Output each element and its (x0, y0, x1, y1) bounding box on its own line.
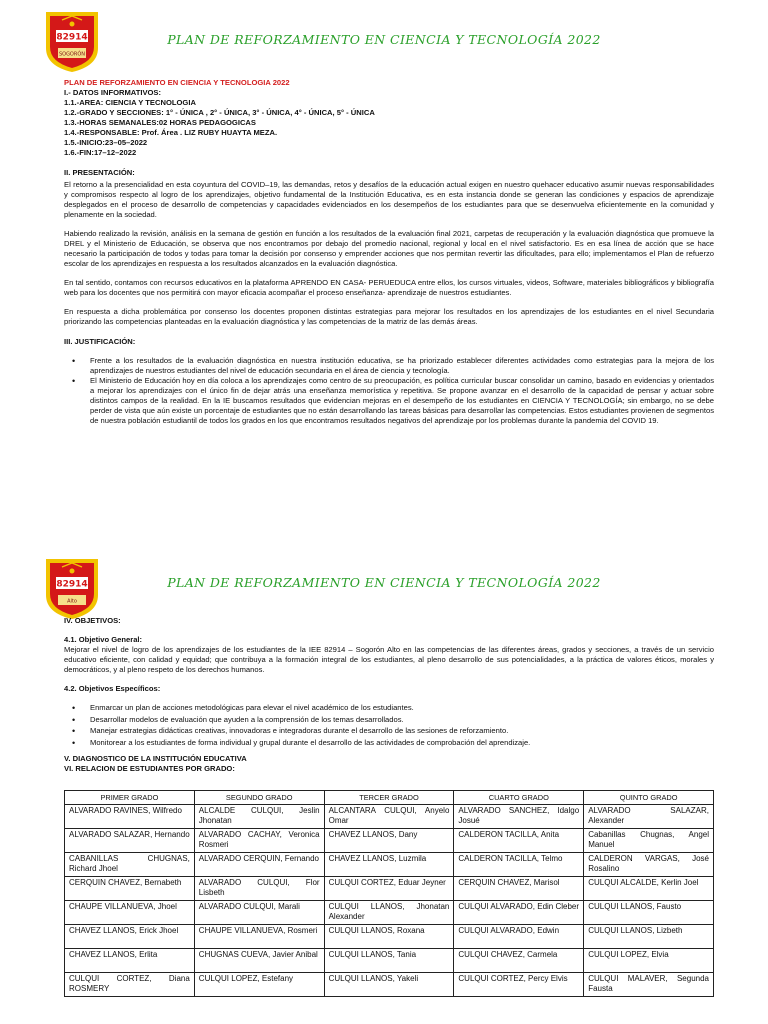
presentacion-paragraph: En respuesta a dicha problemática por consenso los docentes proponen distintas estrategias para mejorar los resultados en los aprendizajes de los estudiantes en el nivel Secundaria priorizando las competencias planteadas en la evaluación diagnóstica y las competencias de la matriz de las demás áreas. (64, 307, 714, 327)
table-cell: CHUGNAS CUEVA, Javier Anibal (194, 949, 324, 973)
objetivos-especificos-list (64, 703, 714, 748)
presentacion-title: II. PRESENTACIÓN: (64, 168, 135, 178)
table-cell: CHAUPE VILLANUEVA, Rosmeri (194, 925, 324, 949)
table-cell: CERQUIN CHAVEZ, Bernabeth (65, 877, 195, 901)
table-row (65, 973, 714, 997)
datos-item: 1.6.-FIN:17–12–2022 (64, 148, 137, 158)
presentacion-paragraph: Habiendo realizado la revisión, análisis en la semana de gestión en función a los resultados de la evaluación final 2021, carpetas de recuperación y la evaluación diagnóstica que promueve la DREL y el Ministerio de Educación, se observa que nos encontramos por debajo del promedio nacional, regional y local en el nivel satisfactorio. Es en esa línea de acción que se hace necesario la participación de todos y todas para tomar la decisión por consenso y emprender acciones que nos permitan revertir las dificultades, para ello; implementamos el Plan de refuerzo escolar de los aprendizajes en respuesta a los resultados alcanzados en la evaluación diagnóstica. (64, 229, 714, 269)
table-cell: ALCANTARA CULQUI, Anyelo Omar (324, 805, 454, 829)
table-cell: CALDERON TACILLA, Telmo (454, 853, 584, 877)
page-2-content (64, 616, 714, 997)
table-cell: CULQUI ALCALDE, Kerlin Joel (584, 877, 714, 901)
objetivos-title: IV. OBJETIVOS: (64, 616, 121, 625)
page-1-content (64, 78, 714, 426)
table-cell: ALVARADO SANCHEZ, Idalgo Josué (454, 805, 584, 829)
table-cell: Cabanillas Chugnas, Angel Manuel (584, 829, 714, 853)
table-cell: ALCALDE CULQUI, Jeslin Jhonatan (194, 805, 324, 829)
relacion-estudiantes-title: VI. RELACION DE ESTUDIANTES POR GRADO: (64, 763, 235, 773)
svg-text:Alto: Alto (67, 598, 77, 605)
table-cell: ALVARADO RAVINES, Wilfredo (65, 805, 195, 829)
table-cell: CULQUI CORTEZ, Diana ROSMERY (65, 973, 195, 997)
objetivo-especifico-item: • Monitorear a los estudiantes de forma individual y grupal durante el desarrollo de las actividades de comprobación del aprendizaje. (64, 738, 714, 748)
table-cell: CULQUI CORTEZ, Percy Elvis (454, 973, 584, 997)
objetivo-especifico-item: • Manejar estrategias didácticas creativas, innovadoras e integradoras durante el desarrollo de las sesiones de reforzamiento. (64, 726, 714, 736)
column-header: SEGUNDO GRADO (194, 790, 324, 805)
table-cell: CULQUI MALAVER, Segunda Fausta (584, 973, 714, 997)
table-cell: ALVARADO CULQUI, Marali (194, 901, 324, 925)
column-header: PRIMER GRADO (65, 790, 195, 805)
table-cell: CHAVEZ LLANOS, Dany (324, 829, 454, 853)
table-cell: CULQUI CORTEZ, Eduar Jeyner (324, 877, 454, 901)
datos-item: 1.5.-INICIO:23–05–2022 (64, 138, 148, 148)
document-header-title: PLAN DE REFORZAMIENTO EN CIENCIA Y TECNOLOGÍA 2022 (167, 575, 601, 590)
presentacion-paragraph: El retorno a la presencialidad en esta coyuntura del COVID–19, las demandas, retos y desafíos de la educación actual exigen en nuestro quehacer educativo asumir nuevas responsabilidades y compromisos respecto al logro de los aprendizajes, objetivo fundamental de la Institución Educativa, es en esta instancia donde se generan las condiciones y espacios de aprendizaje desplegados en el proceso de desarrollo de competencias y capacidades evidenciados en los desempeños de los estudiantes para que se desenvuelva eficientemente en la comunidad y plenamente en la sociedad. (64, 180, 714, 220)
table-row (65, 925, 714, 949)
table-cell: CULQUI LLANOS, Tania (324, 949, 454, 973)
table-row (65, 901, 714, 925)
table-cell: CULQUI LLANOS, Jhonatan Alexander (324, 901, 454, 925)
justificacion-item: • El Ministerio de Educación hoy en día coloca a los aprendizajes como centro de su preocupación, es política curricular buscar consolidar un camino, basado en evidencias y orientados a mejorar los aprendizajes con el único fin de dejar atrás una enseñanza memorística y repetitiva. Se propone avanzar en el desarrollo de la capacidad de pensar y actuar sobre distintos campos de la realidad. En la IE buscamos resultados que evidencian mejoras en el desempeño de los estudiantes en CIENCIA Y TECNOLOGÍA; sin embargo, no se debe perder de vista que aún existe un porcentaje de estudiantes que no están desarrollando las tareas básicas para desarrollar las competencias. Estos estudiantes provienen de segmentos de nuestra población estudiantil de todos los grados en los que encontramos resultados negativos del aprendizaje por los problemas durante la pandemia del COVID 19. (64, 376, 714, 426)
table-cell: CHAVEZ LLANOS, Erlita (65, 949, 195, 973)
justificacion-item: • Frente a los resultados de la evaluación diagnóstica en nuestra institución educativa, se ha priorizado establecer diferentes actividades como estrategias para la mejora de los aprendizajes de nuestros estudiantes del nivel de educación secundaria en el área de ciencia y tecnología. (64, 356, 714, 376)
column-header: CUARTO GRADO (454, 790, 584, 805)
table-cell: CHAVEZ LLANOS, Luzmila (324, 853, 454, 877)
justificacion-list (64, 356, 714, 426)
datos-item: 1.2.-GRADO Y SECCIONES: 1° - ÚNICA , 2° - ÚNICA, 3° - ÚNICA, 4° - ÚNICA, 5° - ÚNICA (64, 108, 375, 118)
table-header-row (65, 790, 714, 805)
table-cell: CALDERON TACILLA, Anita (454, 829, 584, 853)
datos-item: 1.4.-RESPONSABLE: Prof. Área . LIZ RUBY HUAYTA MEZA. (64, 128, 278, 138)
table-cell: ALVARADO CULQUI, Flor Lisbeth (194, 877, 324, 901)
objetivos-especificos-title: 4.2. Objetivos Específicos: (64, 684, 161, 694)
table-cell: CULQUI LOPEZ, Elvia (584, 949, 714, 973)
table-cell: CALDERON VARGAS, José Rosalino (584, 853, 714, 877)
presentacion-paragraph: En tal sentido, contamos con recursos educativos en la plataforma APRENDO EN CASA- PERUEDUCA entre ellos, los cursos virtuales, videos, Software, materiales bibliográficos y bibliografía web para los docentes que nos permitirá con mayor eficacia acompañar el proceso enseñanza- aprendizaje de nuestros estudiantes. (64, 278, 714, 298)
objetivo-general-text: Mejorar el nivel de logro de los aprendizajes de los estudiantes de la IEE 82914 – Sogorón Alto en las competencias de las diferentes áreas, grados y secciones, a través de un servicio educativo eficiente, con calidad y equidad; que contribuya a la formación integral de los estudiantes, al pleno desarrollo de sus potencialidades, a la práctica de valores éticos, morales y democráticos, y al pleno respeto de los derechos humanos. (64, 645, 714, 675)
table-row (65, 805, 714, 829)
table-cell: CULQUI LLANOS, Lizbeth (584, 925, 714, 949)
objetivo-especifico-item: • Desarrollar modelos de evaluación que ayuden a la comprensión de los temas desarrollados. (64, 715, 714, 725)
document-page-2 (0, 543, 768, 1024)
column-header: QUINTO GRADO (584, 790, 714, 805)
table-cell: CABANILLAS CHUGNAS, Richard Jhoel (65, 853, 195, 877)
table-cell: CHAVEZ LLANOS, Erick Jhoel (65, 925, 195, 949)
plan-title: PLAN DE REFORZAMIENTO EN CIENCIA Y TECNOLOGIA 2022 (64, 78, 290, 87)
objetivo-especifico-item: • Enmarcar un plan de acciones metodológicas para elevar el nivel académico de los estudiantes. (64, 703, 714, 713)
table-row (65, 829, 714, 853)
table-cell: CERQUIN CHAVEZ, Marisol (454, 877, 584, 901)
svg-text:82914: 82914 (56, 32, 88, 43)
table-cell: CULQUI CHAVEZ, Carmela (454, 949, 584, 973)
students-table (64, 790, 714, 998)
table-cell: ALVARADO SALAZAR, Alexander (584, 805, 714, 829)
table-cell: CULQUI LLANOS, Roxana (324, 925, 454, 949)
objetivo-general-title: 4.1. Objetivo General: (64, 635, 143, 645)
document-header-title: PLAN DE REFORZAMIENTO EN CIENCIA Y TECNOLOGÍA 2022 (167, 32, 601, 47)
table-cell: CULQUI LLANOS, Fausto (584, 901, 714, 925)
svg-text:82914: 82914 (56, 579, 88, 590)
table-cell: ALVARADO CERQUIN, Fernando (194, 853, 324, 877)
table-cell: CULQUI LLANOS, Yakeli (324, 973, 454, 997)
table-cell: CULQUI ALVARADO, Edwin (454, 925, 584, 949)
table-cell: ALVARADO CACHAY, Veronica Rosmeri (194, 829, 324, 853)
table-cell: ALVARADO SALAZAR, Hernando (65, 829, 195, 853)
datos-item: 1.3.-HORAS SEMANALES:02 HORAS PEDAGOGICAS (64, 118, 256, 128)
table-cell: CHAUPE VILLANUEVA, Jhoel (65, 901, 195, 925)
table-row (65, 949, 714, 973)
svg-text:SOGORÓN: SOGORÓN (58, 51, 86, 58)
table-row (65, 853, 714, 877)
table-row (65, 877, 714, 901)
table-cell: CULQUI LOPEZ, Estefany (194, 973, 324, 997)
column-header: TERCER GRADO (324, 790, 454, 805)
diagnostico-title: V. DIAGNOSTICO DE LA INSTITUCIÓN EDUCATIVA (64, 753, 247, 763)
datos-informativos-title: I.- DATOS INFORMATIVOS: (64, 88, 162, 98)
justificacion-title: III. JUSTIFICACIÓN: (64, 337, 136, 347)
page-separator (0, 515, 768, 543)
table-cell: CULQUI ALVARADO, Edin Cleber (454, 901, 584, 925)
datos-item: 1.1.-AREA: CIENCIA Y TECNOLOGIA (64, 98, 196, 108)
